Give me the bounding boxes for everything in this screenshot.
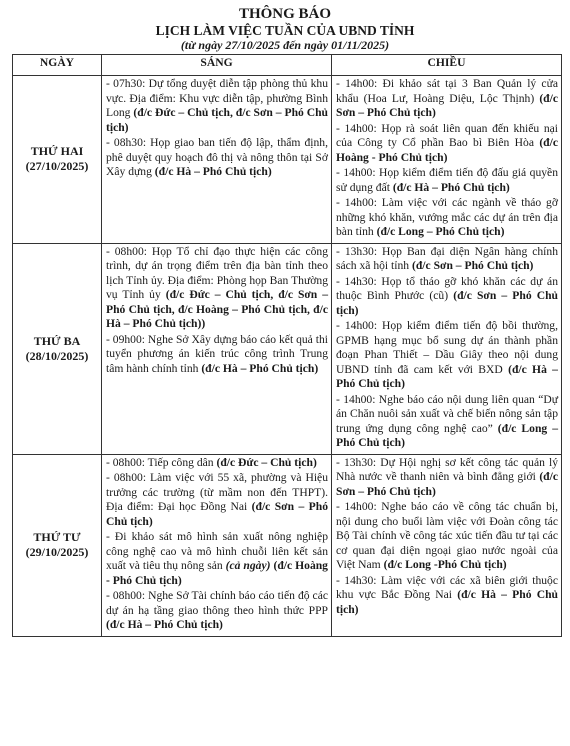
day-name: THỨ BA bbox=[33, 333, 81, 348]
schedule-item bbox=[106, 530, 328, 588]
item-attendees: (đ/c Hà – Phó Chủ tịch) bbox=[201, 361, 319, 375]
notice-title: THÔNG BÁO bbox=[238, 6, 332, 22]
item-attendees: (đ/c Hà – Phó Chủ tịch) bbox=[392, 180, 510, 194]
item-attendees: (đ/c Sơn – Phó Chủ tịch) bbox=[106, 500, 329, 528]
schedule-item bbox=[106, 589, 328, 633]
item-attendees: (đ/c Sơn – Phó Chủ tịch) bbox=[412, 259, 534, 272]
day-date: (27/10/2025) bbox=[25, 159, 89, 174]
notice-subtitle: LỊCH LÀM VIỆC TUẦN CỦA UBND TỈNH bbox=[155, 23, 415, 38]
day-name: THỨ HAI bbox=[30, 144, 84, 159]
notice-header bbox=[0, 0, 570, 52]
table-row bbox=[13, 243, 562, 454]
item-text: - 08h00: Tiếp công dân bbox=[106, 455, 217, 469]
day-date: (29/10/2025) bbox=[25, 545, 89, 559]
schedule-item bbox=[336, 245, 558, 274]
schedule-item bbox=[106, 333, 328, 377]
day-cell bbox=[13, 76, 102, 244]
schedule-item bbox=[336, 166, 558, 195]
item-attendees: (đ/c Long – Phó Chủ tịch) bbox=[336, 421, 558, 449]
item-text: - 14h00: Họp rà soát liên quan đến khiếu nại của Công ty Cổ phần Bao bì Biên Hòa bbox=[336, 121, 558, 149]
schedule-item bbox=[336, 500, 558, 573]
day-name: THỨ TƯ bbox=[33, 530, 81, 544]
item-attendees: (đ/c Đức – Chủ tịch, đ/c Sơn – Phó Chủ tịch, đ/c Hoàng – Phó Chủ tịch, đ/c Hà – Phó Chủ tịch)) bbox=[106, 288, 328, 330]
schedule-item bbox=[336, 574, 558, 618]
item-attendees: (đ/c Hà – Phó Chủ tịch) bbox=[336, 362, 558, 390]
schedule-item bbox=[336, 196, 558, 240]
afternoon-cell bbox=[332, 76, 562, 244]
morning-cell bbox=[102, 76, 332, 244]
schedule-item bbox=[106, 77, 328, 135]
table-row bbox=[13, 76, 562, 244]
item-text: - 13h30: Họp Ban đại diện Ngân hàng chính sách xã hội tỉnh bbox=[336, 244, 558, 272]
item-attendees: (đ/c Đức – Chủ tịch) bbox=[216, 455, 317, 469]
schedule-item bbox=[336, 393, 558, 451]
col-header-morning: SÁNG bbox=[102, 55, 332, 76]
day-cell bbox=[13, 243, 102, 454]
item-note: (cả ngày) bbox=[225, 559, 271, 572]
item-attendees: (đ/c Long – Phó Chủ tịch) bbox=[376, 225, 505, 238]
morning-cell bbox=[102, 243, 332, 454]
day-date: (28/10/2025) bbox=[25, 348, 89, 363]
item-text: - 14h00: Nghe báo cáo về công tác chuẩn bị, nội dung cho buổi làm việc với Đoàn công tác Bộ Tài chính về công tác xúc tiến đầu tư tại các cơ quan đại diện ngoại giao nước ngoài của Việt Nam bbox=[336, 500, 558, 571]
item-text: - 08h00: Họp Tổ chỉ đạo thực hiện các công trình, dự án trọng điểm trên địa bàn tỉnh theo lịch Tỉnh ủy. Địa điểm: Phòng họp Ban Thường vụ Tỉnh ủy bbox=[106, 244, 328, 301]
schedule-item bbox=[336, 275, 558, 319]
item-text: - 08h00: Nghe Sở Tài chính báo cáo tiến độ các dự án hạ tầng giao thông theo hình thức PPP bbox=[106, 589, 328, 617]
schedule-item bbox=[336, 122, 558, 166]
schedule-item bbox=[106, 136, 328, 180]
item-attendees: (đ/c Sơn – Phó Chủ tịch) bbox=[336, 289, 559, 317]
item-text: - 14h30: Họp tổ tháo gỡ khó khăn các dự án thuộc Bình Phước (cũ) bbox=[336, 274, 558, 302]
date-range: (từ ngày 27/10/2025 đến ngày 01/11/2025) bbox=[180, 38, 390, 52]
col-header-day: NGÀY bbox=[13, 55, 102, 76]
schedule-table bbox=[12, 54, 562, 637]
table-row bbox=[13, 454, 562, 636]
item-text: - 13h30: Dự Hội nghị sơ kết công tác quản lý Nhà nước về thanh niên và bình đẳng giới bbox=[336, 455, 558, 483]
schedule-item bbox=[106, 456, 328, 471]
item-attendees: (đ/c Hoàng - Phó Chủ tịch) bbox=[106, 559, 328, 587]
item-text: - 14h00: Làm việc với các ngành về tháo gỡ những khó khăn, vướng mắc các dự án trên địa bàn tỉnh bbox=[336, 196, 558, 238]
item-attendees: (đ/c Hà – Phó Chủ tịch) bbox=[106, 618, 223, 631]
item-attendees: (đ/c Long -Phó Chủ tịch) bbox=[383, 558, 507, 571]
item-text: - 14h00: Đi khảo sát tại 3 Ban Quản lý cửa khẩu (Hoa Lư, Hoàng Diệu, Lộc Thịnh) bbox=[336, 77, 558, 105]
item-text: - 09h00: Nghe Sở Xây dựng báo cáo kết quả thi tuyển phương án kiến trúc công trình Trung tâm hành chính tỉnh bbox=[106, 332, 328, 375]
morning-cell bbox=[102, 454, 332, 636]
item-text: - 14h00: Nghe báo cáo nội dung liên quan “Dự án Chăn nuôi sản xuất và chế biến nông sản tập trung ứng dụng công nghệ cao” bbox=[336, 392, 558, 435]
item-attendees: (đ/c Sơn – Phó Chủ tịch) bbox=[336, 470, 558, 498]
col-header-afternoon: CHIỀU bbox=[332, 55, 562, 76]
item-text: - 07h30: Dự tổng duyệt diễn tập phòng thủ khu vực. Địa điểm: Khu vực diễn tập, phường Bình Long bbox=[106, 77, 328, 119]
item-text: - 14h00: Họp kiểm điểm tiến độ đấu giá quyền sử dụng đất bbox=[336, 166, 558, 194]
item-text: - 08h00: Làm việc với 55 xã, phường và Hiệu trưởng các trường (từ mầm non đến THPT). Địa điểm: Đại học Đồng Nai bbox=[106, 471, 328, 513]
schedule-item bbox=[106, 245, 328, 332]
item-attendees: (đ/c Sơn – Phó Chủ tịch) bbox=[336, 91, 558, 119]
schedule-item bbox=[336, 319, 558, 392]
item-text: - Đi khảo sát mô hình sản xuất nông nghiệp công nghệ cao và mô hình chuỗi liên kết sản xuất và tiêu thụ nông sản bbox=[106, 530, 328, 572]
item-text: - 14h30: Làm việc với các xã biên giới thuộc khu vực Bắc Đồng Nai bbox=[336, 573, 558, 601]
item-attendees: (đ/c Hà – Phó Chủ tịch) bbox=[336, 588, 558, 616]
afternoon-cell bbox=[332, 243, 562, 454]
item-text: - 14h00: Họp kiểm điểm tiến độ bồi thường, GPMB hạng mục bổ sung dự án thành phần đoạn Phan Thiết – Dầu Giây theo nội dung UBND tỉnh đã cam kết với BXD bbox=[336, 319, 558, 376]
item-attendees: (đ/c Hà – Phó Chủ tịch) bbox=[154, 165, 272, 178]
schedule-item bbox=[106, 471, 328, 529]
item-text: - 08h30: Họp giao ban tiến độ lập, thẩm định, phê duyệt quy hoạch đô thị và nông thôn tại Sở Xây dựng bbox=[106, 136, 328, 178]
schedule-item bbox=[336, 77, 558, 121]
schedule-item bbox=[336, 456, 558, 500]
table-header-row bbox=[13, 55, 562, 76]
item-attendees: (đ/c Đức – Chủ tịch, đ/c Sơn – Phó Chủ tịch) bbox=[106, 106, 329, 134]
item-attendees: (đ/c Hoàng - Phó Chủ tịch) bbox=[336, 136, 558, 164]
afternoon-cell bbox=[332, 454, 562, 636]
day-cell bbox=[13, 454, 102, 636]
